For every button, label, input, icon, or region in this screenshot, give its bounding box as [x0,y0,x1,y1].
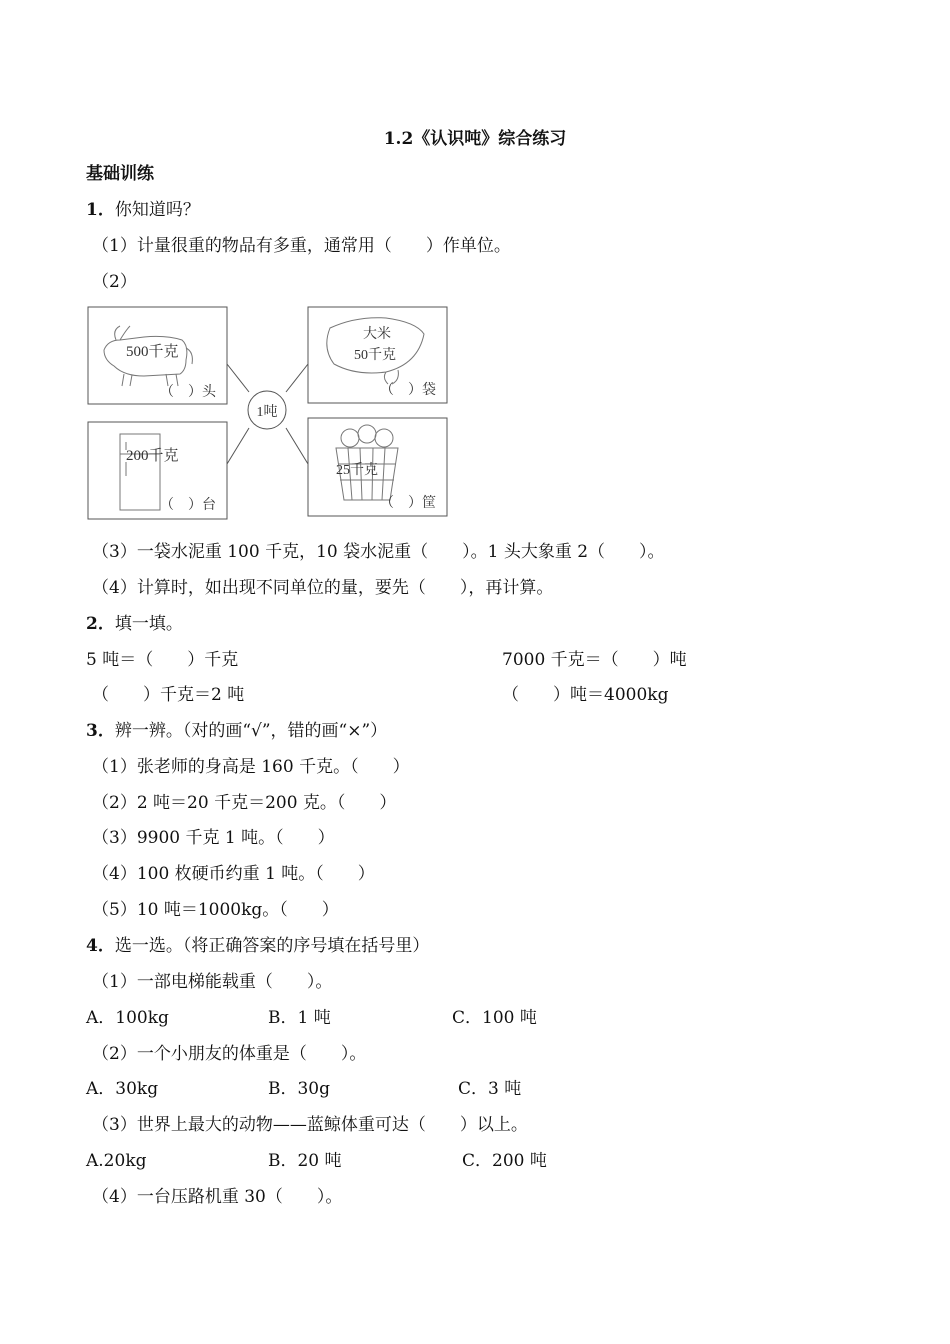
q4-question: （1）一部电梯能载重（ ）。 [92,972,333,992]
question-number: 2． [86,614,115,634]
cow-unit: （ ）头 [160,385,216,400]
rice-unit: （ ）袋 [380,383,436,398]
question-number: 4． [86,936,115,956]
q4-option-b: B．20 吨 [268,1151,342,1171]
q3-item: （1）张老师的身高是 160 千克。（ ） [92,757,410,777]
cow-weight: 500千克 [126,344,179,360]
question-1 [86,199,200,221]
q4-option-c: C．3 吨 [458,1079,522,1099]
question-text: 辨一辨。（对的画“√”，错的画“×”） [114,721,388,741]
weight-diagram [86,304,452,522]
connector-line [286,428,308,464]
q2-item-d: （ ）吨＝4000kg [502,685,669,705]
question-4 [86,935,429,957]
q4-option-a: A．100kg [86,1008,169,1028]
q4-option-a: A.20kg [86,1151,147,1171]
question-number: 3． [86,721,115,741]
diagram-svg [86,304,452,522]
question-2 [86,613,183,635]
rice-top-label: 大米 [363,327,391,342]
q2-item-a: 5 吨＝（ ）千克 [86,650,239,670]
basket-weight: 25千克 [336,463,378,478]
fridge-weight: 200千克 [126,448,179,464]
question-text: 选一选。（将正确答案的序号填在括号里） [114,936,430,956]
q4-option-a: A．30kg [86,1079,159,1099]
rice-weight: 50千克 [354,348,396,363]
q1-part-3: （3）一袋水泥重 100 千克，10 袋水泥重（ ）。1 头大象重 2（ ）。 [92,542,665,562]
page-title: 1.2《认识吨》综合练习 [383,129,567,149]
fridge-icon [120,434,160,510]
question-text: 你知道吗？ [114,200,200,220]
basket-unit: （ ）筐 [380,496,436,511]
q3-item: （2）2 吨＝20 千克＝200 克。（ ） [92,793,397,813]
q4-question: （3）世界上最大的动物——蓝鲸体重可达（ ）以上。 [92,1115,528,1135]
q4-option-b: B．1 吨 [268,1008,331,1028]
question-3 [86,720,387,742]
q3-item: （3）9900 千克 1 吨。（ ） [92,828,335,848]
q4-option-b: B．30g [268,1079,331,1099]
q1-part-4: （4）计算时，如出现不同单位的量，要先（ ），再计算。 [92,578,554,598]
q4-question: （2）一个小朋友的体重是（ ）。 [92,1044,367,1064]
question-text: 填一填。 [114,614,183,634]
fridge-unit: （ ）台 [160,498,216,513]
q2-item-b: 7000 千克＝（ ）吨 [502,650,687,670]
connector-line [227,364,249,392]
section-heading: 基础训练 [86,164,154,184]
connector-line [227,428,249,464]
q1-part-2: （2） [92,272,137,292]
q4-question: （4）一台压路机重 30（ ）。 [92,1187,343,1207]
q3-item: （4）100 枚硬币约重 1 吨。（ ） [92,864,375,884]
q3-item: （5）10 吨＝1000kg。（ ） [92,900,339,920]
q1-part-1: （1）计量很重的物品有多重，通常用（ ）作单位。 [92,236,511,256]
center-label: 1吨 [256,405,278,420]
q4-option-c: C．200 吨 [462,1151,547,1171]
question-number: 1． [86,200,115,220]
q2-item-c: （ ）千克＝2 吨 [92,685,245,705]
q4-option-c: C．100 吨 [452,1008,537,1028]
connector-line [286,364,308,392]
